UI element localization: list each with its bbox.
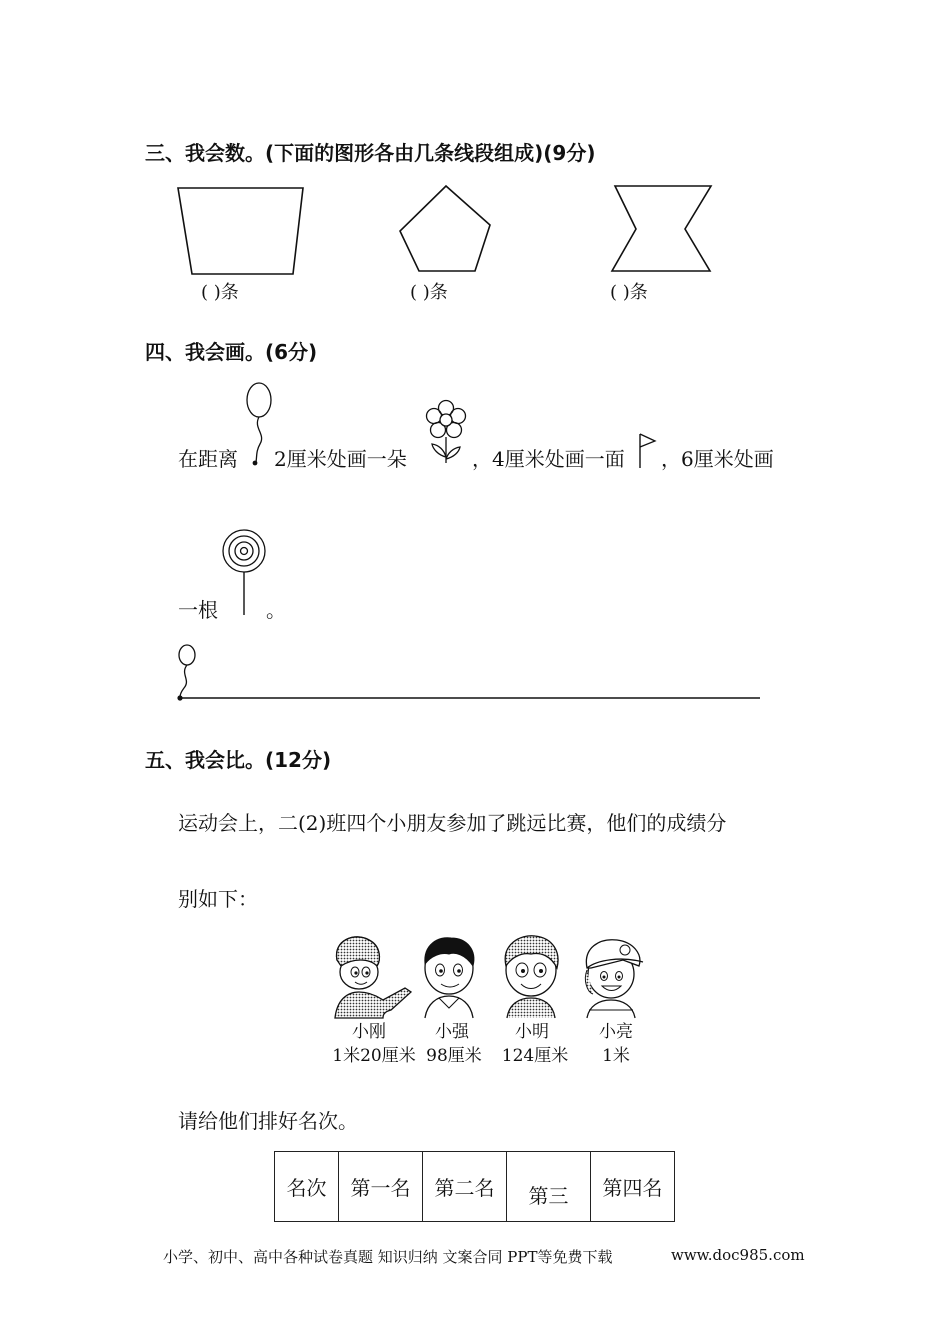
caption-pentagon: ( )条 (410, 282, 448, 303)
section3-heading: 三、我会数。(下面的图形各由几条线段组成)(9分) (145, 141, 596, 165)
draw-line1-part3: ，4厘米处画一面 (472, 447, 625, 471)
kid-name-xiaoqiang: 小强 (435, 1022, 469, 1042)
caption-trapezoid: ( )条 (201, 282, 239, 303)
hourglass-shape (612, 186, 711, 271)
draw-line1-part4: ，6厘米处画 (661, 447, 774, 471)
trapezoid-shape (178, 188, 303, 274)
draw-line1-part1: 在距离 (178, 447, 238, 471)
kid-name-xiaogang: 小刚 (352, 1022, 386, 1042)
footer-link[interactable]: www.doc985.com (671, 1246, 805, 1264)
draw-line2-part1: 一根 (178, 598, 218, 622)
draw-line1-part2: 2厘米处画一朵 (274, 447, 407, 471)
section5-para1: 运动会上，二(2)班四个小朋友参加了跳远比赛，他们的成绩分 (178, 811, 727, 835)
kid-name-xiaoliang: 小亮 (599, 1022, 633, 1042)
table-cell-first: 第一名 (339, 1152, 423, 1222)
kid-xiaoming-figure (505, 936, 558, 1018)
shapes-figure (170, 182, 730, 282)
kid-xiaogang-figure (335, 937, 411, 1018)
table-cell-second: 第二名 (423, 1152, 507, 1222)
table-cell-third: 第三 (507, 1152, 591, 1222)
kid-xiaoliang-figure (585, 940, 643, 1018)
table-row (275, 1152, 675, 1222)
kid-score-xiaoming: 124厘米 (501, 1046, 569, 1066)
section5-para2: 别如下： (178, 887, 258, 911)
measure-line-figure (168, 642, 768, 706)
lollipop-icon (218, 527, 272, 619)
section5-heading: 五、我会比。(12分) (145, 748, 332, 772)
kids-illustration (325, 930, 655, 1022)
ranking-instruction: 请给他们排好名次。 (178, 1109, 358, 1133)
kid-name-xiaoming: 小明 (515, 1022, 549, 1042)
footer-left-text: 小学、初中、高中各种试卷真题 知识归纳 文案合同 PPT等免费下载 (163, 1248, 613, 1266)
table-cell-header: 名次 (275, 1152, 339, 1222)
kid-xiaoqiang-figure (425, 938, 474, 1018)
flower-icon (420, 397, 472, 467)
table-cell-fourth: 第四名 (591, 1152, 675, 1222)
kid-score-xiaogang: 1米20厘米 (332, 1046, 416, 1066)
pentagon-shape (400, 186, 490, 271)
draw-line2-part2: 。 (266, 598, 286, 622)
section4-heading: 四、我会画。(6分) (145, 340, 318, 364)
kid-score-xiaoqiang: 98厘米 (426, 1046, 482, 1066)
caption-hourglass: ( )条 (610, 282, 648, 303)
ranking-table (274, 1151, 675, 1222)
kid-score-xiaoliang: 1米 (602, 1046, 630, 1066)
flag-icon (636, 430, 662, 470)
